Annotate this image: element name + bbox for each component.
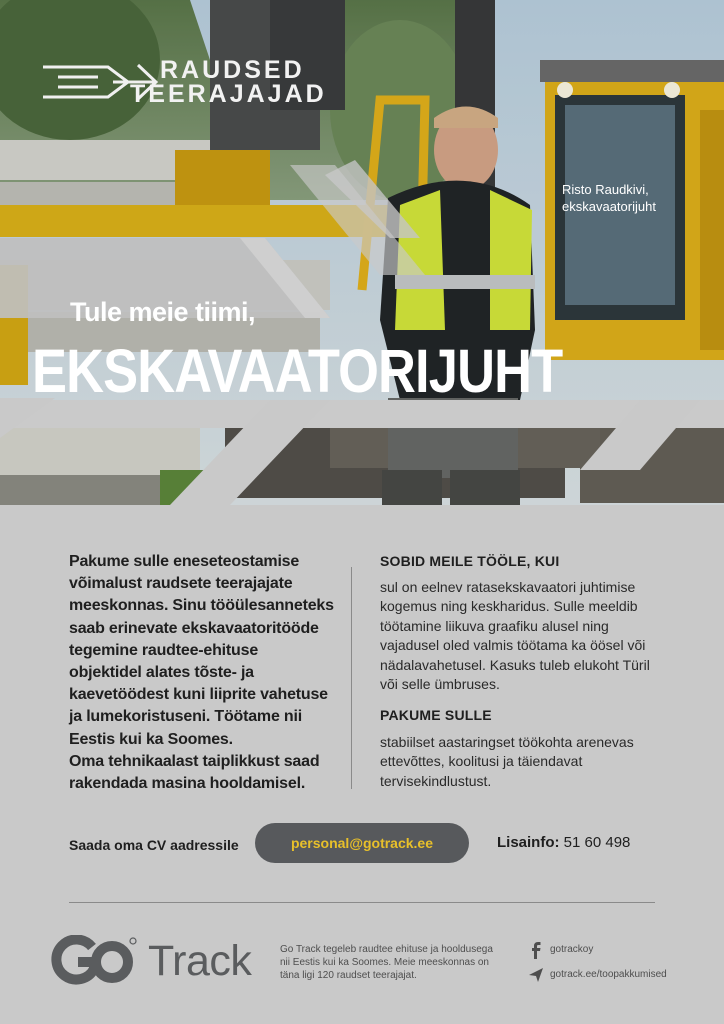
offer-heading: PAKUME SULLE [380,707,492,723]
intro-line: saab erinevate ekskavaatoritööde [69,619,319,637]
requirements-heading: SOBID MEILE TÖÖLE, KUI [380,553,560,569]
facebook-icon [528,941,544,959]
headline-position: EKSKAVAATORIJUHT [32,337,563,405]
raudsed-teerajajad-logo [38,55,368,110]
requirements-line: vajadusel oled valmis töötama ka öösel või [380,637,646,654]
phone-number[interactable]: 51 60 498 [563,834,631,851]
intro-line: võimalust raudsete teerajajate [69,575,293,593]
logo-line-2: TEERAJAJAD [130,80,327,108]
headline-invite: Tule meie tiimi, [70,297,256,327]
hero-photo [0,0,724,505]
intro-line: tegemine raudtee-ehituse [69,641,259,659]
footer-divider [69,902,655,903]
intro-line: ja lumekoristuseni. Töötame nii [69,708,302,726]
requirements-line: töötamine liikuva graafiku alusel ning [380,617,609,634]
caption-name: Risto Raudkivi, [562,182,649,197]
caption-role: ekskavaatorijuht [562,199,656,214]
logo-wordmark: Track [148,937,252,985]
intro-line: Oma tehnikaalast taiplikkust saad [69,752,320,770]
offer-line: ettevõttes, koolitusi ja täiendavat [380,753,583,770]
offer-line: stabiilset aastaringset töökohta arenevas [380,734,634,750]
facebook-handle[interactable]: gotrackoy [550,944,594,955]
intro-line: objektidel alates tõste- ja [69,664,254,682]
requirements-line: sul on eelnev ratasekskavaatori juhtimise [380,579,636,595]
requirements-text [380,578,660,694]
about-line: täna ligi 120 raudset teerajajat. [280,970,417,981]
email-link[interactable]: personal@gotrack.ee [255,823,469,863]
requirements-line: või selle ümbruses. [380,676,500,693]
offer-line: tervisekindlustust. [380,772,492,789]
facebook-link[interactable] [528,941,708,959]
contact-info [497,834,630,851]
photo-caption [562,181,656,215]
intro-line: kaevetöödest kuni liiprite vahetuse [69,686,328,704]
offer-text [380,733,660,791]
cv-label: Saada oma CV aadressile [69,837,239,853]
send-icon [528,966,544,984]
about-line: Go Track tegeleb raudtee ehituse ja hooldusega [280,944,493,955]
intro-line: rakendada masina hooldamisel. [69,775,306,793]
intro-text [69,551,341,795]
column-divider [351,567,352,789]
requirements-line: nädalavahetusel. Kasuks tuleb elukoht Türil [380,656,650,673]
company-about [280,943,500,982]
info-label: Lisainfo: [497,834,560,851]
intro-line: Eestis kui ka Soomes. [69,730,233,748]
requirements-line: kogemus ning keskharidus. Sulle meeldib [380,598,638,615]
go-mark-icon [50,935,140,987]
intro-line: meeskonnas. Sinu tööülesanneteks [69,597,334,615]
careers-link[interactable] [528,966,708,984]
intro-line: Pakume sulle eneseteostamise [69,553,300,570]
about-line: nii Eestis kui ka Soomes. Meie meeskonnas on [280,957,489,968]
careers-url[interactable]: gotrack.ee/toopakkumised [550,969,667,980]
logo-line-1: RAUDSED [160,56,305,84]
